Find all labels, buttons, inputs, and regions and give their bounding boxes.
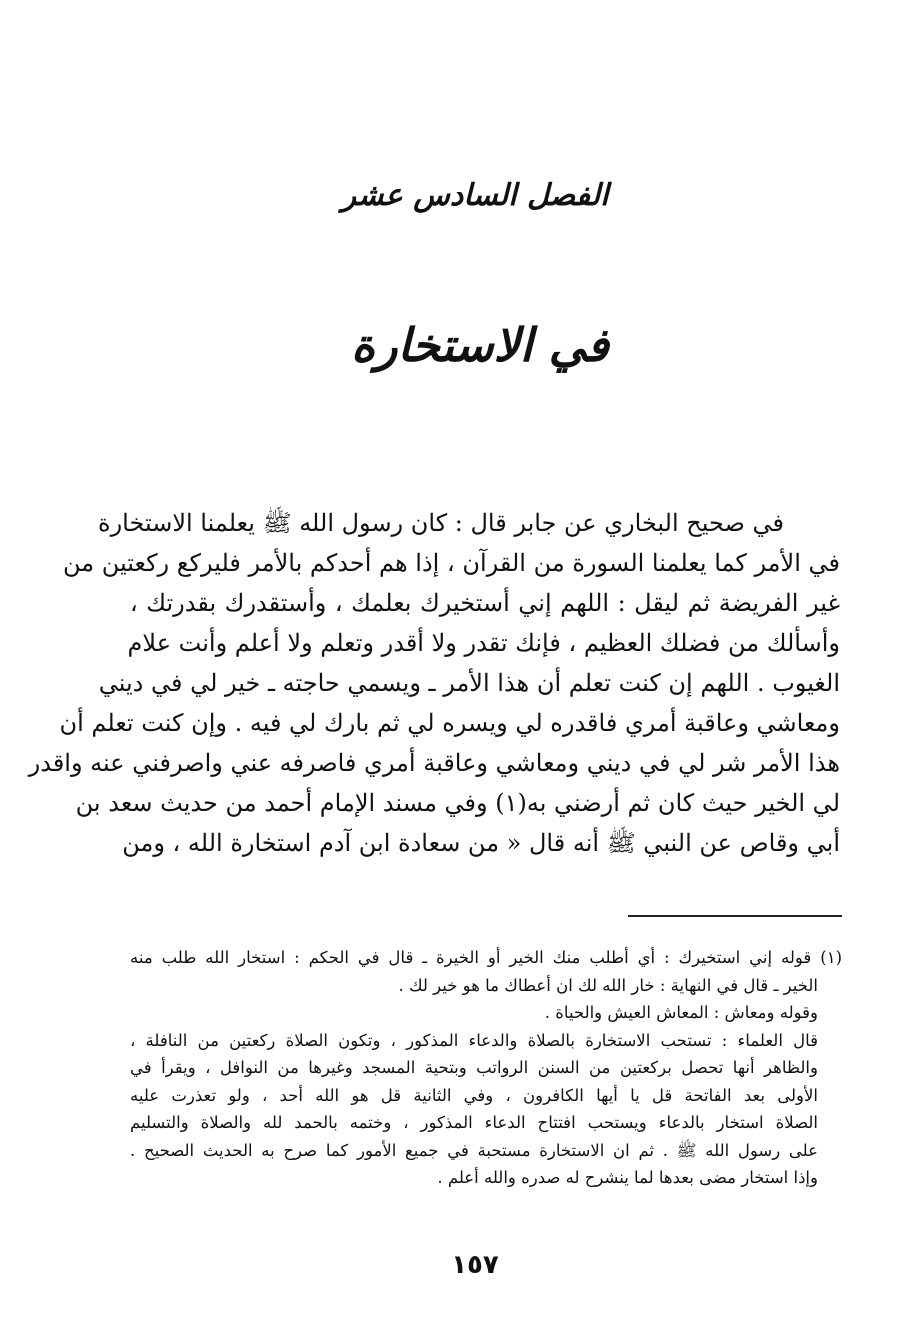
footnote-line: وقوله ومعاش : المعاش العيش والحياة .	[544, 1003, 818, 1022]
body-line: لي الخير حيث كان ثم أرضني به(١) وفي مسند الإمام أحمد من حديث سعد بن	[75, 789, 840, 817]
footnote-line: والظاهر أنها تحصل بركعتين من السنن الرواتب وبتحية المسجد وغيرها من النوافل ، ويقرأ في	[130, 1058, 818, 1077]
footnote-line: الصلاة استخار بالدعاء ويستحب افتتاح الدعاء المذكور ، وختمه بالحمد لله والصلاة والتسليم	[130, 1113, 818, 1132]
footnote-separator	[628, 915, 842, 917]
footnote-line: (١) قوله إني استخيرك : أي أطلب منك الخير أو الخيرة ـ قال في الحكم : استخار الله طلب منه	[130, 948, 842, 967]
body-line: هذا الأمر شر لي في ديني ومعاشي وعاقبة أمري فاصرفه عني واصرفني عنه واقدر	[28, 749, 840, 777]
footnote-line: قال العلماء : تستحب الاستخارة بالصلاة والدعاء المذكور ، وتكون الصلاة ركعتين من النافلة ،	[130, 1030, 818, 1050]
body-line: وأسألك من فضلك العظيم ، فإنك تقدر ولا أقدر وتعلم ولا أعلم وأنت علام	[127, 629, 840, 657]
footnote-line: على رسول الله ﷺ . ثم ان الاستخارة مستحبة في جميع الأمور كما صرح به الحديث الصحيح .	[130, 1140, 818, 1160]
body-line: في الأمر كما يعلمنا السورة من القرآن ، إذا هم أحدكم بالأمر فليركع ركعتين من	[63, 549, 840, 577]
footnote-line: الأولى بعد الفاتحة قل يا أيها الكافرون ، وفي الثانية قل هو الله أحد ، ولو تعذرت عليه	[130, 1085, 818, 1105]
body-line: غير الفريضة ثم ليقل : اللهم إني أستخيرك بعلمك ، وأستقدرك بقدرتك ،	[130, 589, 840, 617]
chapter-label: الفصل السادس عشر	[341, 178, 609, 213]
body-line: في صحيح البخاري عن جابر قال : كان رسول الله ﷺ يعلمنا الاستخارة	[98, 509, 784, 537]
footnote-line: وإذا استخار مضى بعدها لما ينشرح له صدره والله أعلم .	[437, 1168, 818, 1187]
footnotes	[130, 944, 842, 1192]
footnote-line: الخير ـ قال في النهاية : خار الله لك ان أعطاك ما هو خير لك .	[398, 975, 818, 995]
body-text	[28, 503, 840, 863]
body-line: أبي وقاص عن النبي ﷺ أنه قال « من سعادة ابن آدم استخارة الله ، ومن	[122, 829, 840, 857]
page-number: ١٥٧	[451, 1250, 499, 1280]
body-line: ومعاشي وعاقبة أمري فاقدره لي ويسره لي ثم بارك لي فيه . وإن كنت تعلم أن	[59, 709, 840, 737]
chapter-title: في الاستخارة	[351, 318, 609, 372]
body-line: الغيوب . اللهم إن كنت تعلم أن هذا الأمر ـ ويسمي حاجته ـ خير لي في ديني	[98, 669, 840, 697]
